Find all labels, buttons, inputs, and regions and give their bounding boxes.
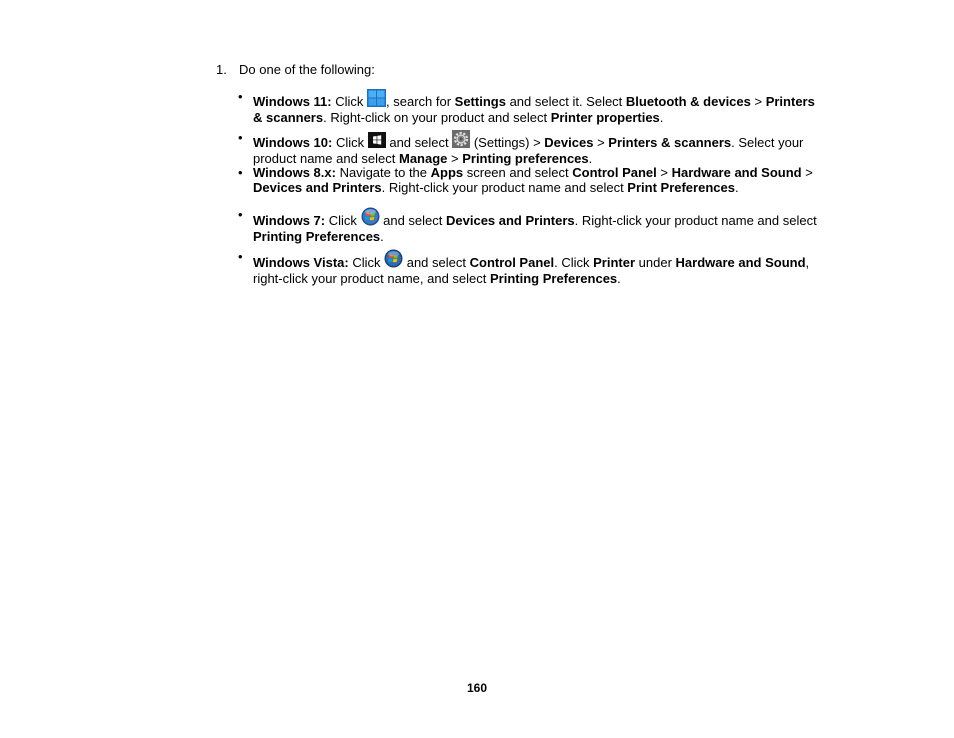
settings-gear-icon: [452, 130, 470, 151]
windows-7-start-orb-icon: [361, 207, 380, 229]
list-item-windows-8: • Windows 8.x: Navigate to the Apps screen and select Control Panel > Hardware and Sound > Devices and Printers. Right-click your product name and select Print Preferences.: [238, 165, 813, 195]
bullet: •: [238, 207, 243, 222]
list-item-windows-11: • Windows 11: Click , search for Settings and select it. Select Bluetooth & devices > Printers & scanners. Right-click on your product and select Printer properties.: [238, 89, 815, 125]
step-number: 1.: [216, 62, 227, 77]
windows-vista-start-orb-icon: [384, 249, 403, 271]
bullet: •: [238, 130, 243, 145]
list-item-windows-vista: • Windows Vista: Click and select Control Panel. Click Printer under Hardware and Sound, right-click your product name, and select Printing Preferences.: [238, 249, 810, 286]
step-text: Do one of the following:: [239, 62, 375, 77]
os-label: Windows 10:: [253, 135, 333, 150]
os-label: Windows 7:: [253, 213, 326, 228]
os-label: Windows 11:: [253, 94, 332, 109]
step-1: [216, 62, 375, 77]
list-item-windows-7: • Windows 7: Click and select Devices and Printers. Right-click your product name and select Printing Preferences.: [238, 207, 817, 244]
windows-10-start-icon: [368, 132, 386, 151]
os-label: Windows Vista:: [253, 255, 349, 270]
bullet: •: [238, 165, 243, 180]
bullet: •: [238, 249, 243, 264]
bullet: •: [238, 89, 243, 104]
page-number: 160: [466, 681, 488, 695]
os-label: Windows 8.x:: [253, 165, 336, 180]
windows-11-start-icon: [367, 89, 386, 110]
list-item-windows-10: • Windows 10: Click and select (Settings) > Devices > Printers & scanners. Select your product name and select Manage > Printing preferences.: [238, 130, 804, 166]
